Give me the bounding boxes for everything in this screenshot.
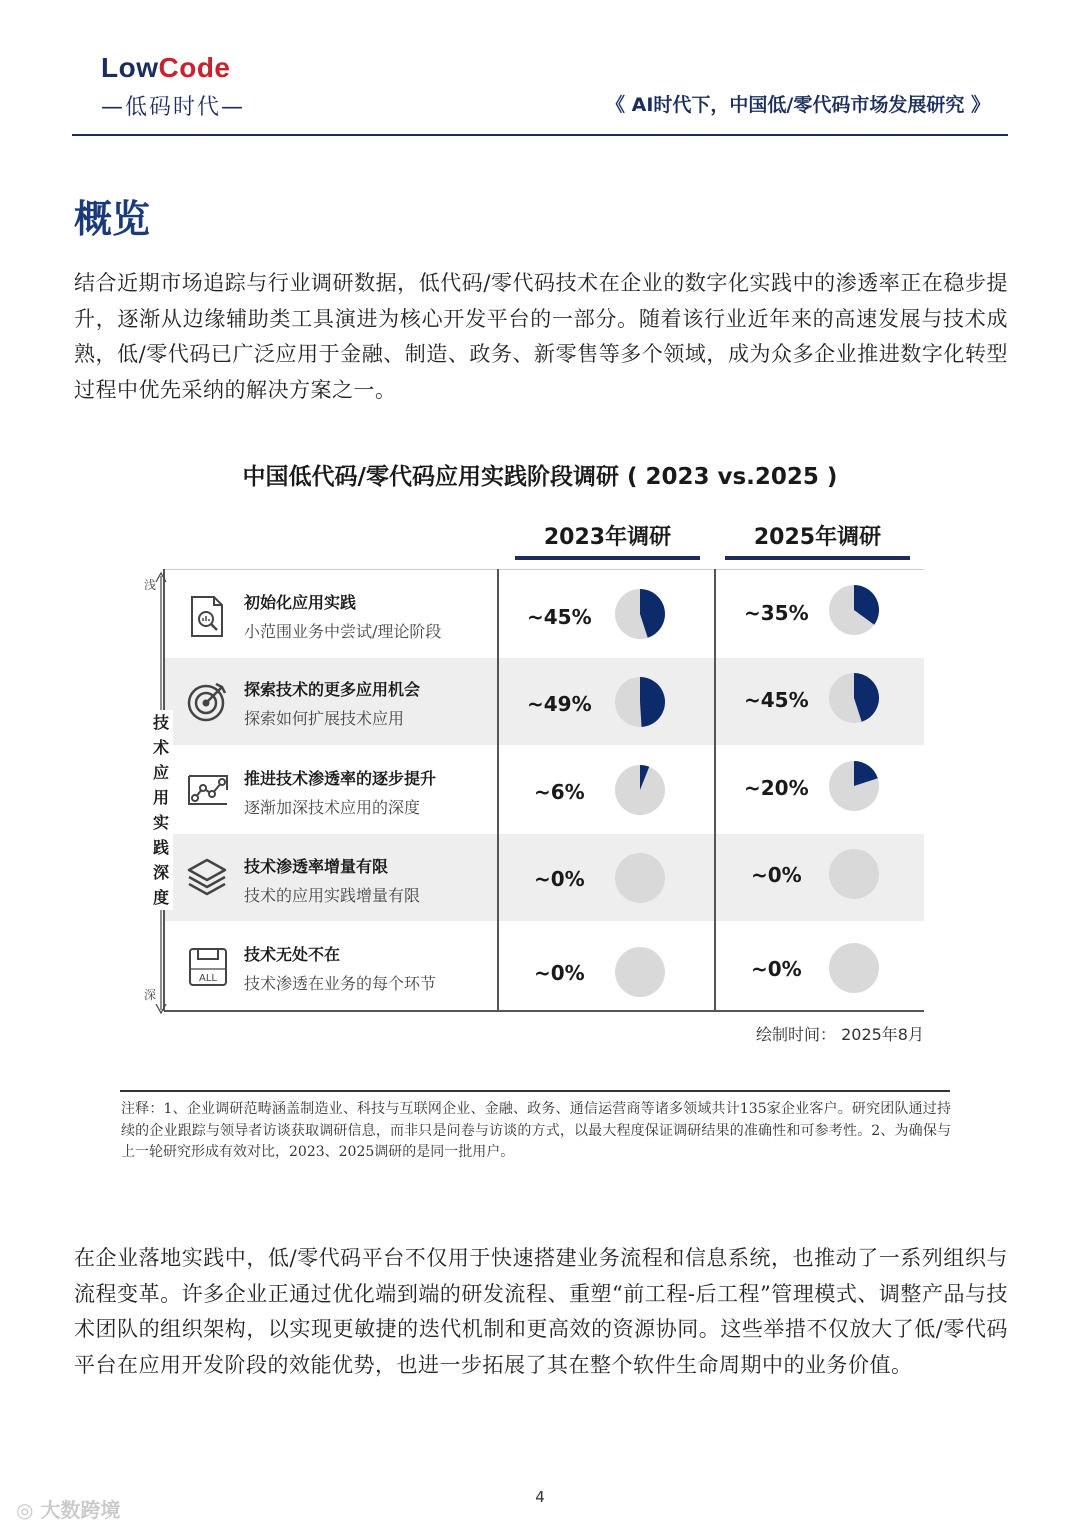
column-divider — [714, 569, 716, 1011]
body-paragraph: 在企业落地实践中，低/零代码平台不仅用于快速搭建业务流程和信息系统，也推动了一系列组织与流程变革。许多企业正通过优化端到端的研发流程、重塑“前工程-后工程”管理模式、调整产品与技术团队的组织架构，以实现更敏捷的迭代机制和更高效的资源协同。这些举措不仅放大了低/零代码平台在应用开发阶段的效能优势，也进一步拓展了其在整个软件生命周期中的业务价值。 — [74, 1246, 1008, 1377]
footnote: 注释：1、企业调研范畴涵盖制造业、科技与互联网企业、金融、政务、通信运营商等诸多领域共计135家企业客户。研究团队通过持续的企业跟踪与领导者访谈获取调研信息，而非只是问卷与访谈的方式，以最大程度保证调研结果的准确性和可参考性。2、为确保与上一轮研究形成有效对比，2023、2025调研的是同一批用户。 — [121, 1101, 951, 1160]
note-divider — [120, 1090, 950, 1092]
section-title: 概览 — [74, 197, 151, 241]
logo-lowcode: LowCode — [101, 52, 231, 83]
depth-axis-label: 技术应用实践深度 — [149, 710, 173, 910]
watermark-text: 大数跨境 — [40, 1498, 121, 1522]
column-header-2025: 2025年调研 — [753, 525, 882, 550]
target-icon — [186, 680, 230, 724]
value-label-2025: ~20% — [744, 776, 809, 800]
axis-top-label: 浅 — [144, 578, 157, 592]
row-subtitle: 技术的应用实践增量有限 — [244, 886, 421, 905]
value-label-2023: ~45% — [527, 605, 592, 629]
column-header-2023-underline — [515, 556, 700, 560]
logo-subtitle: —低码时代— — [101, 95, 246, 120]
trend-chart-icon — [185, 770, 231, 810]
row-subtitle: 探索如何扩展技术应用 — [244, 709, 405, 728]
document-title: 《 AI时代下，中国低/零代码市场发展研究 》 — [606, 94, 990, 116]
value-label-2023: ~6% — [534, 780, 585, 804]
row-title: 初始化应用实践 — [244, 593, 357, 612]
row-subtitle: 逐渐加深技术应用的深度 — [244, 798, 421, 817]
value-label-2025: ~35% — [744, 601, 809, 625]
watermark: ◎ 大数跨境 — [16, 1498, 121, 1522]
axis-bottom-label: 深 — [144, 988, 157, 1002]
row-subtitle: 小范围业务中尝试/理论阶段 — [244, 622, 442, 641]
value-label-2023: ~0% — [534, 961, 585, 985]
row-title: 推进技术渗透率的逐步提升 — [244, 769, 437, 788]
header-divider — [72, 134, 1008, 136]
column-divider — [497, 569, 499, 1011]
page-number: 4 — [535, 1488, 545, 1506]
row-title: 探索技术的更多应用机会 — [244, 680, 421, 699]
table-bottom-border — [164, 1010, 924, 1012]
svg-text:ALL: ALL — [199, 973, 217, 984]
report-search-icon — [186, 594, 228, 640]
layers-icon — [185, 856, 229, 900]
intro-paragraph: 结合近期市场追踪与行业调研数据，低代码/零代码技术在企业的数字化实践中的渗透率正在稳步提升，逐渐从边缘辅助类工具演进为核心开发平台的一部分。随着该行业近年来的高速发展与技术成熟，低/零代码已广泛应用于金融、制造、政务、新零售等多个领域，成为众多企业推进数字化转型过程中优先采纳的解决方案之一。 — [74, 271, 1008, 402]
column-header-2023: 2023年调研 — [543, 525, 672, 550]
value-label-2025: ~0% — [751, 863, 802, 887]
draw-time: 绘制时间： 2025年8月 — [756, 1025, 924, 1044]
all-box-icon — [187, 945, 229, 989]
value-label-2023: ~49% — [527, 692, 592, 716]
value-label-2023: ~0% — [534, 867, 585, 891]
value-label-2025: ~45% — [744, 688, 809, 712]
row-title: 技术渗透率增量有限 — [244, 857, 389, 876]
value-label-2025: ~0% — [751, 957, 802, 981]
chart-title: 中国低代码/零代码应用实践阶段调研 ( 2023 vs.2025 ) — [242, 464, 838, 490]
table-top-border — [164, 569, 924, 570]
row-subtitle: 技术渗透在业务的每个环节 — [244, 974, 437, 993]
column-header-2025-underline — [725, 556, 910, 560]
row-title: 技术无处不在 — [244, 945, 341, 964]
